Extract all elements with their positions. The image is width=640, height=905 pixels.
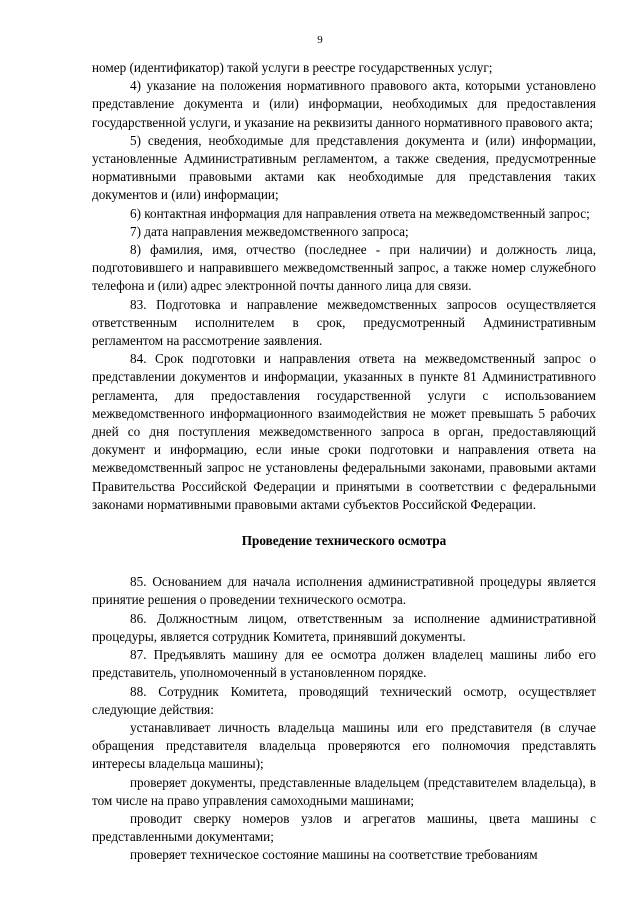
paragraph: проверяет документы, представленные владельцем (представителем владельца), в том числе на право управления самоходными машинами; — [92, 774, 596, 808]
paragraph: проводит сверку номеров узлов и агрегатов машины, цвета машины с представленными документами; — [92, 810, 596, 845]
paragraph: 4) указание на положения нормативного правового акта, которыми установлено представление документа и (или) информации, необходимых для предоставления государственной услуги, и указание на реквизиты данного нормативного правового акта; — [92, 78, 596, 130]
paragraph: 7) дата направления межведомственного запроса; — [130, 223, 409, 239]
paragraph: проверяет техническое состояние машины на соответствие требованиям — [130, 847, 538, 863]
paragraph: 85. Основанием для начала исполнения административной процедуры является принятие решения о проведении технического осмотра. — [92, 574, 596, 608]
paragraph: 5) сведения, необходимые для представления документа и (или) информации, установленные Административным регламентом, а также сведения, предусмотренные нормативными правовыми актами как необходимые для представления таких документов и (или) информации; — [92, 132, 596, 203]
section-heading: Проведение технического осмотра — [241, 533, 447, 549]
paragraph: 84. Срок подготовки и направления ответа на межведомственный запрос о представлении документов и информации, указанных в пункте 81 Административного регламента, для предоставления государственной услуги с использованием межведомственного информационного взаимодействия не может превышать 5 рабочих дней со дня поступления межведомственного запроса в орган, предоставляющий документ и информацию, если иные сроки подготовки и направления ответа на межведомственный запрос не установлены федеральными законами, правовыми актами Правительства Российской Федерации и принятыми в соответствии с федеральными законами нормативными правовыми актами субъектов Российской Федерации. — [92, 351, 596, 512]
paragraph: номер (идентификатор) такой услуги в реестре государственных услуг; — [92, 60, 493, 75]
page-number: 9 — [317, 34, 323, 46]
paragraph: 6) контактная информация для направления ответа на межведомственный запрос; — [130, 205, 590, 221]
paragraph: 86. Должностным лицом, ответственным за исполнение административной процедуры, является сотрудник Комитета, принявший документы. — [92, 610, 596, 644]
paragraph: 87. Предъявлять машину для ее осмотра должен владелец машины либо его представитель, уполномоченный в установленном порядке. — [92, 647, 596, 681]
paragraph: 83. Подготовка и направление межведомственных запросов осуществляется ответственным исполнителем в срок, предусмотренный Административным регламентом на рассмотрение заявления. — [92, 296, 596, 349]
paragraph: 88. Сотрудник Комитета, проводящий технический осмотр, осуществляет следующие действия: — [92, 683, 596, 717]
document-body — [92, 59, 596, 865]
paragraph: устанавливает личность владельца машины или его представителя (в случае обращения представителя владельца проверяются его полномочия представлять интересы владельца машины); — [92, 719, 596, 772]
paragraph: 8) фамилия, имя, отчество (последнее - при наличии) и должность лица, подготовившего и направившего межведомственный запрос, а также номер служебного телефона и (или) адрес электронной почты данного лица для связи. — [92, 242, 596, 294]
